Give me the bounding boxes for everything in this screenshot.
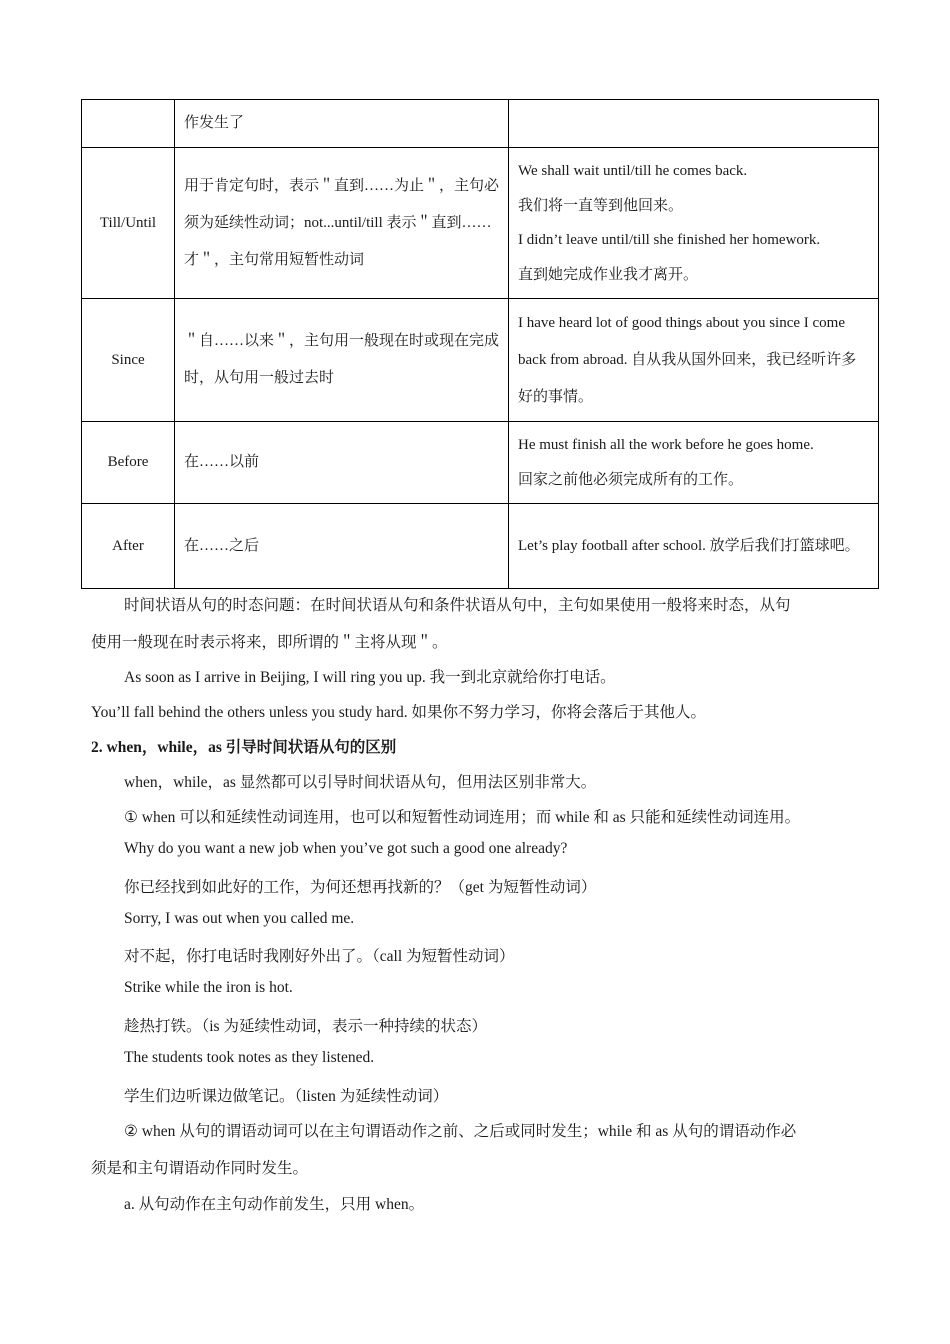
- table-cell-term: After: [82, 504, 175, 589]
- rule-two-paragraph-line-1: ② when 从句的谓语动词可以在主句谓语动作之前、之后或同时发生；while 和 as 从句的谓语动作必: [124, 1123, 797, 1140]
- table-row: [82, 100, 879, 148]
- table-cell-examples: He must finish all the work before he goes home. 回家之前他必须完成所有的工作。: [509, 422, 879, 504]
- example-chinese: 对不起，你打电话时我刚好外出了。（call 为短暂性动词）: [124, 948, 515, 965]
- tense-rule-paragraph-line-1: 时间状语从句的时态问题：在时间状语从句和条件状语从句中，主句如果使用一般将来时态，从句: [124, 597, 791, 614]
- table-cell-usage: 在……以前: [175, 422, 509, 504]
- table-cell-term: [82, 100, 175, 148]
- table-cell-examples: I have heard lot of good things about you since I come back from abroad. 自从我从国外回来，我已经听许多好的事情。: [509, 299, 879, 422]
- example-english: Sorry, I was out when you called me.: [124, 910, 355, 927]
- rule-one-paragraph: ① when 可以和延续性动词连用，也可以和短暂性动词连用；而 while 和 as 只能和延续性动词连用。: [124, 809, 801, 826]
- table-row: [82, 299, 879, 422]
- time-clause-table: [81, 99, 879, 589]
- table-cell-term: Before: [82, 422, 175, 504]
- table-row: [82, 504, 879, 589]
- table-cell-examples: We shall wait until/till he comes back. 我们将一直等到他回来。 I didn’t leave until/till she finished her homework. 直到她完成作业我才离开。: [509, 148, 879, 299]
- table-cell-term: Since: [82, 299, 175, 422]
- example-chinese: 趁热打铁。（is 为延续性动词，表示一种持续的状态）: [124, 1018, 487, 1035]
- table-cell-usage: 作发生了: [175, 100, 509, 148]
- rule-two-paragraph-line-2: 须是和主句谓语动作同时发生。: [91, 1160, 309, 1177]
- table-row: [82, 148, 879, 299]
- table-row: [82, 422, 879, 504]
- tense-rule-paragraph-line-2: 使用一般现在时表示将来，即所谓的＂主将从现＂。: [91, 634, 448, 651]
- table-cell-usage: 用于肯定句时，表示＂直到……为止＂，主句必须为延续性动词；not...until/till 表示＂直到……才＂，主句常用短暂性动词: [175, 148, 509, 299]
- example-english: Strike while the iron is hot.: [124, 979, 293, 996]
- sub-point-a: a. 从句动作在主句动作前发生，只用 when。: [124, 1196, 425, 1213]
- section-heading: 2. when，while，as 引导时间状语从句的区别: [91, 739, 397, 756]
- table-cell-usage: ＂自……以来＂，主句用一般现在时或现在完成时，从句用一般过去时: [175, 299, 509, 422]
- example-chinese: 你已经找到如此好的工作，为何还想再找新的？（get 为短暂性动词）: [124, 879, 597, 896]
- intro-paragraph: when，while，as 显然都可以引导时间状语从句，但用法区别非常大。: [124, 774, 597, 791]
- example-english: The students took notes as they listened.: [124, 1049, 375, 1066]
- example-english: Why do you want a new job when you’ve got such a good one already?: [124, 840, 568, 857]
- table-cell-examples: [509, 100, 879, 148]
- table-cell-usage: 在……之后: [175, 504, 509, 589]
- table-cell-examples: Let’s play football after school. 放学后我们打篮球吧。: [509, 504, 879, 589]
- table-cell-term: Till/Until: [82, 148, 175, 299]
- example-sentence: You’ll fall behind the others unless you study hard. 如果你不努力学习，你将会落后于其他人。: [91, 704, 706, 721]
- example-sentence: As soon as I arrive in Beijing, I will ring you up. 我一到北京就给你打电话。: [124, 669, 616, 686]
- example-chinese: 学生们边听课边做笔记。（listen 为延续性动词）: [124, 1088, 449, 1105]
